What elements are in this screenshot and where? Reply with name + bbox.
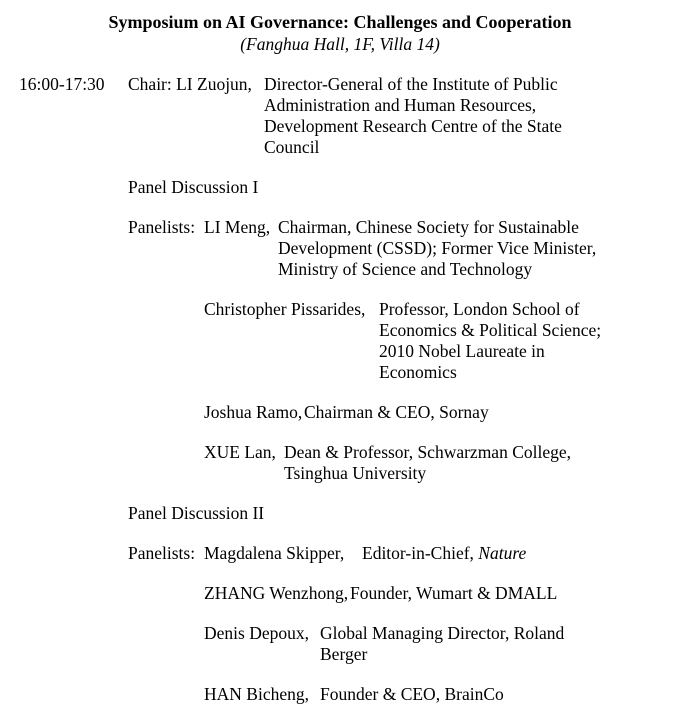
panelist-line: Editor-in-Chief,: [362, 543, 474, 563]
panel2-panelists-label: Panelists:: [128, 543, 196, 563]
panelist-description: [320, 623, 564, 665]
session-time: 16:00-17:30: [19, 74, 105, 94]
panelist-name: Magdalena Skipper,: [204, 543, 345, 563]
panelist-name: Christopher Pissarides,: [204, 299, 366, 319]
panelist-line: Founder, Wumart & DMALL: [350, 583, 558, 603]
panelist-name: XUE Lan,: [204, 442, 276, 462]
panelist-line: Dean & Professor, Schwarzman College,: [284, 442, 571, 462]
panelist-line: Economics & Political Science;: [379, 320, 602, 340]
publication-name: Nature: [478, 543, 527, 563]
panelist-line: 2010 Nobel Laureate in: [379, 341, 545, 361]
panelist-description: [284, 442, 571, 484]
panelist-description: [362, 543, 526, 564]
panelist-description: [278, 217, 596, 280]
chair-line: Council: [264, 137, 320, 157]
panel1-panelists-label: Panelists:: [128, 217, 196, 237]
panelist-name: Denis Depoux,: [204, 623, 309, 643]
panelist-description: [350, 583, 557, 604]
panelist-name: HAN Bicheng,: [204, 684, 309, 704]
panelist-name: LI Meng,: [204, 217, 271, 237]
panelist-description: [379, 299, 601, 383]
chair-line: Administration and Human Resources,: [264, 95, 537, 115]
venue: (Fanghua Hall, 1F, Villa 14): [240, 34, 440, 54]
panelist-line: Berger: [320, 644, 368, 664]
panelist-line: Economics: [379, 362, 457, 382]
panelist-line: Chairman, Chinese Society for Sustainable: [278, 217, 579, 237]
panelist-line: Professor, London School of: [379, 299, 580, 319]
panelist-name: Joshua Ramo,: [204, 402, 303, 422]
panelist-line: Global Managing Director, Roland: [320, 623, 565, 643]
panelist-line: Development (CSSD); Former Vice Minister,: [278, 238, 597, 258]
chair-line: Development Research Centre of the State: [264, 116, 562, 136]
panelist-line: Ministry of Science and Technology: [278, 259, 533, 279]
chair-label: Chair: LI Zuojun,: [128, 74, 252, 94]
panelist-line: Chairman & CEO, Sornay: [304, 402, 489, 422]
panelist-line: Founder & CEO, BrainCo: [320, 684, 504, 704]
panelist-line: Tsinghua University: [284, 463, 427, 483]
panel2-heading: Panel Discussion II: [128, 503, 265, 523]
panelist-name: ZHANG Wenzhong,: [204, 583, 349, 603]
chair-line: Director-General of the Institute of Public: [264, 74, 558, 94]
panel1-heading: Panel Discussion I: [128, 177, 259, 197]
panelist-description: [320, 684, 504, 705]
document-title: Symposium on AI Governance: Challenges and Cooperation: [108, 12, 572, 32]
chair-description: [264, 74, 562, 158]
panelist-description: [304, 402, 489, 423]
